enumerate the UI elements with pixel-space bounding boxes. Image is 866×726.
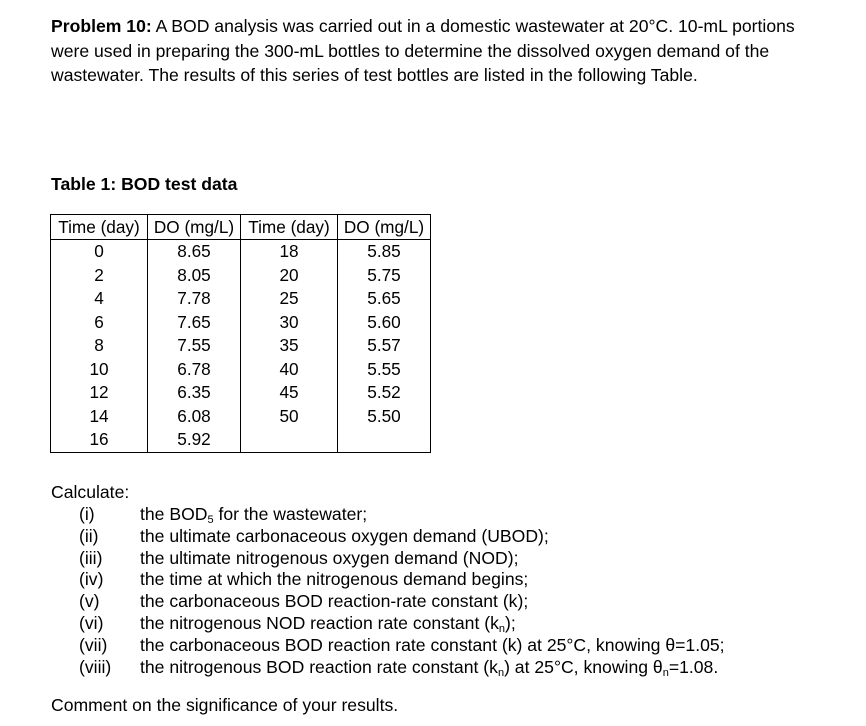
header-do-1: DO (mg/L) bbox=[148, 215, 241, 240]
item-number: (viii) bbox=[79, 656, 112, 677]
table-row bbox=[51, 287, 431, 311]
table-cell: 8.65 bbox=[148, 240, 241, 264]
list-item bbox=[79, 657, 725, 679]
table-row bbox=[51, 311, 431, 335]
table-cell: 7.78 bbox=[148, 287, 241, 311]
list-item bbox=[79, 613, 725, 635]
table-cell: 40 bbox=[241, 358, 338, 382]
table-cell: 8 bbox=[51, 334, 148, 358]
table-cell: 50 bbox=[241, 405, 338, 429]
item-text: the nitrogenous NOD reaction rate constant $(k_n)$; bbox=[140, 612, 516, 635]
header-time-2: Time (day) bbox=[241, 215, 338, 240]
table-cell: 6 bbox=[51, 311, 148, 335]
item-text: the ultimate carbonaceous oxygen demand (UBOD); bbox=[140, 525, 549, 546]
header-do-2: DO (mg/L) bbox=[338, 215, 431, 240]
table-cell: 5.52 bbox=[338, 381, 431, 405]
calculate-label: Calculate: bbox=[51, 482, 130, 502]
problem-statement bbox=[51, 14, 821, 88]
table-header-row bbox=[51, 215, 431, 240]
list-item bbox=[79, 591, 725, 613]
item-text: the carbonaceous BOD reaction-rate constant (k); bbox=[140, 591, 529, 612]
item-text: the time at which the nitrogenous demand begins; bbox=[140, 569, 529, 590]
problem-label: Problem 10: bbox=[51, 16, 152, 36]
calculate-list bbox=[79, 504, 725, 678]
table-cell: 2 bbox=[51, 264, 148, 288]
item-text: the ultimate nitrogenous oxygen demand (NOD); bbox=[140, 547, 519, 568]
table-cell: 5.92 bbox=[148, 428, 241, 452]
table-cell: 6.35 bbox=[148, 381, 241, 405]
list-item bbox=[79, 548, 725, 570]
item-number: (v) bbox=[79, 591, 100, 612]
table-row bbox=[51, 240, 431, 264]
table-cell bbox=[338, 428, 431, 452]
item-number: (ii) bbox=[79, 525, 99, 546]
comment-instruction: Comment on the significance of your results. bbox=[51, 695, 399, 715]
item-text: the carbonaceous BOD reaction rate constant (k) at 25°C, knowing θ=1.05; bbox=[140, 634, 725, 655]
table-row bbox=[51, 264, 431, 288]
table-cell: 12 bbox=[51, 381, 148, 405]
list-item bbox=[79, 569, 725, 591]
table-cell: 25 bbox=[241, 287, 338, 311]
table-cell: 35 bbox=[241, 334, 338, 358]
item-text: the nitrogenous BOD reaction rate constant $(k_n)$ at 25°C, knowing $\theta_n=1.08$. bbox=[140, 656, 719, 679]
table-caption: Table 1: BOD test data bbox=[51, 174, 238, 194]
table-row bbox=[51, 358, 431, 382]
table-cell: 5.75 bbox=[338, 264, 431, 288]
table-cell: 30 bbox=[241, 311, 338, 335]
list-item bbox=[79, 635, 725, 657]
table-cell: 45 bbox=[241, 381, 338, 405]
table-cell: 14 bbox=[51, 405, 148, 429]
table-row bbox=[51, 428, 431, 452]
item-text: the $BOD_5$ for the wastewater; bbox=[140, 504, 368, 526]
table-cell: 5.57 bbox=[338, 334, 431, 358]
table-cell: 16 bbox=[51, 428, 148, 452]
table-row bbox=[51, 334, 431, 358]
table-cell: 5.55 bbox=[338, 358, 431, 382]
item-number: (iii) bbox=[79, 547, 103, 568]
table-cell bbox=[241, 428, 338, 452]
item-number: (vii) bbox=[79, 634, 108, 655]
table-cell: 7.65 bbox=[148, 311, 241, 335]
header-time-1: Time (day) bbox=[51, 215, 148, 240]
table-row bbox=[51, 381, 431, 405]
table-cell: 10 bbox=[51, 358, 148, 382]
table-cell: 7.55 bbox=[148, 334, 241, 358]
list-item bbox=[79, 526, 725, 548]
table-cell: 5.60 bbox=[338, 311, 431, 335]
table-cell: 5.50 bbox=[338, 405, 431, 429]
table-row bbox=[51, 405, 431, 429]
table-cell: 18 bbox=[241, 240, 338, 264]
table-cell: 6.78 bbox=[148, 358, 241, 382]
table-cell: 5.85 bbox=[338, 240, 431, 264]
table-cell: 4 bbox=[51, 287, 148, 311]
bod-data-table bbox=[50, 214, 431, 453]
table-cell: 0 bbox=[51, 240, 148, 264]
item-number: (i) bbox=[79, 504, 95, 524]
table-cell: 5.65 bbox=[338, 287, 431, 311]
problem-text: A BOD analysis was carried out in a domestic wastewater at 20°C. 10-mL portions were used in preparing the 300-mL bottles to determine the dissolved oxygen demand of the wastewater. The results of this series of test bottles are listed in the following Table. bbox=[51, 16, 795, 85]
table-cell: 20 bbox=[241, 264, 338, 288]
item-number: (vi) bbox=[79, 612, 104, 633]
table-cell: 6.08 bbox=[148, 405, 241, 429]
item-number: (iv) bbox=[79, 569, 104, 590]
table-cell: 8.05 bbox=[148, 264, 241, 288]
list-item bbox=[79, 504, 725, 526]
